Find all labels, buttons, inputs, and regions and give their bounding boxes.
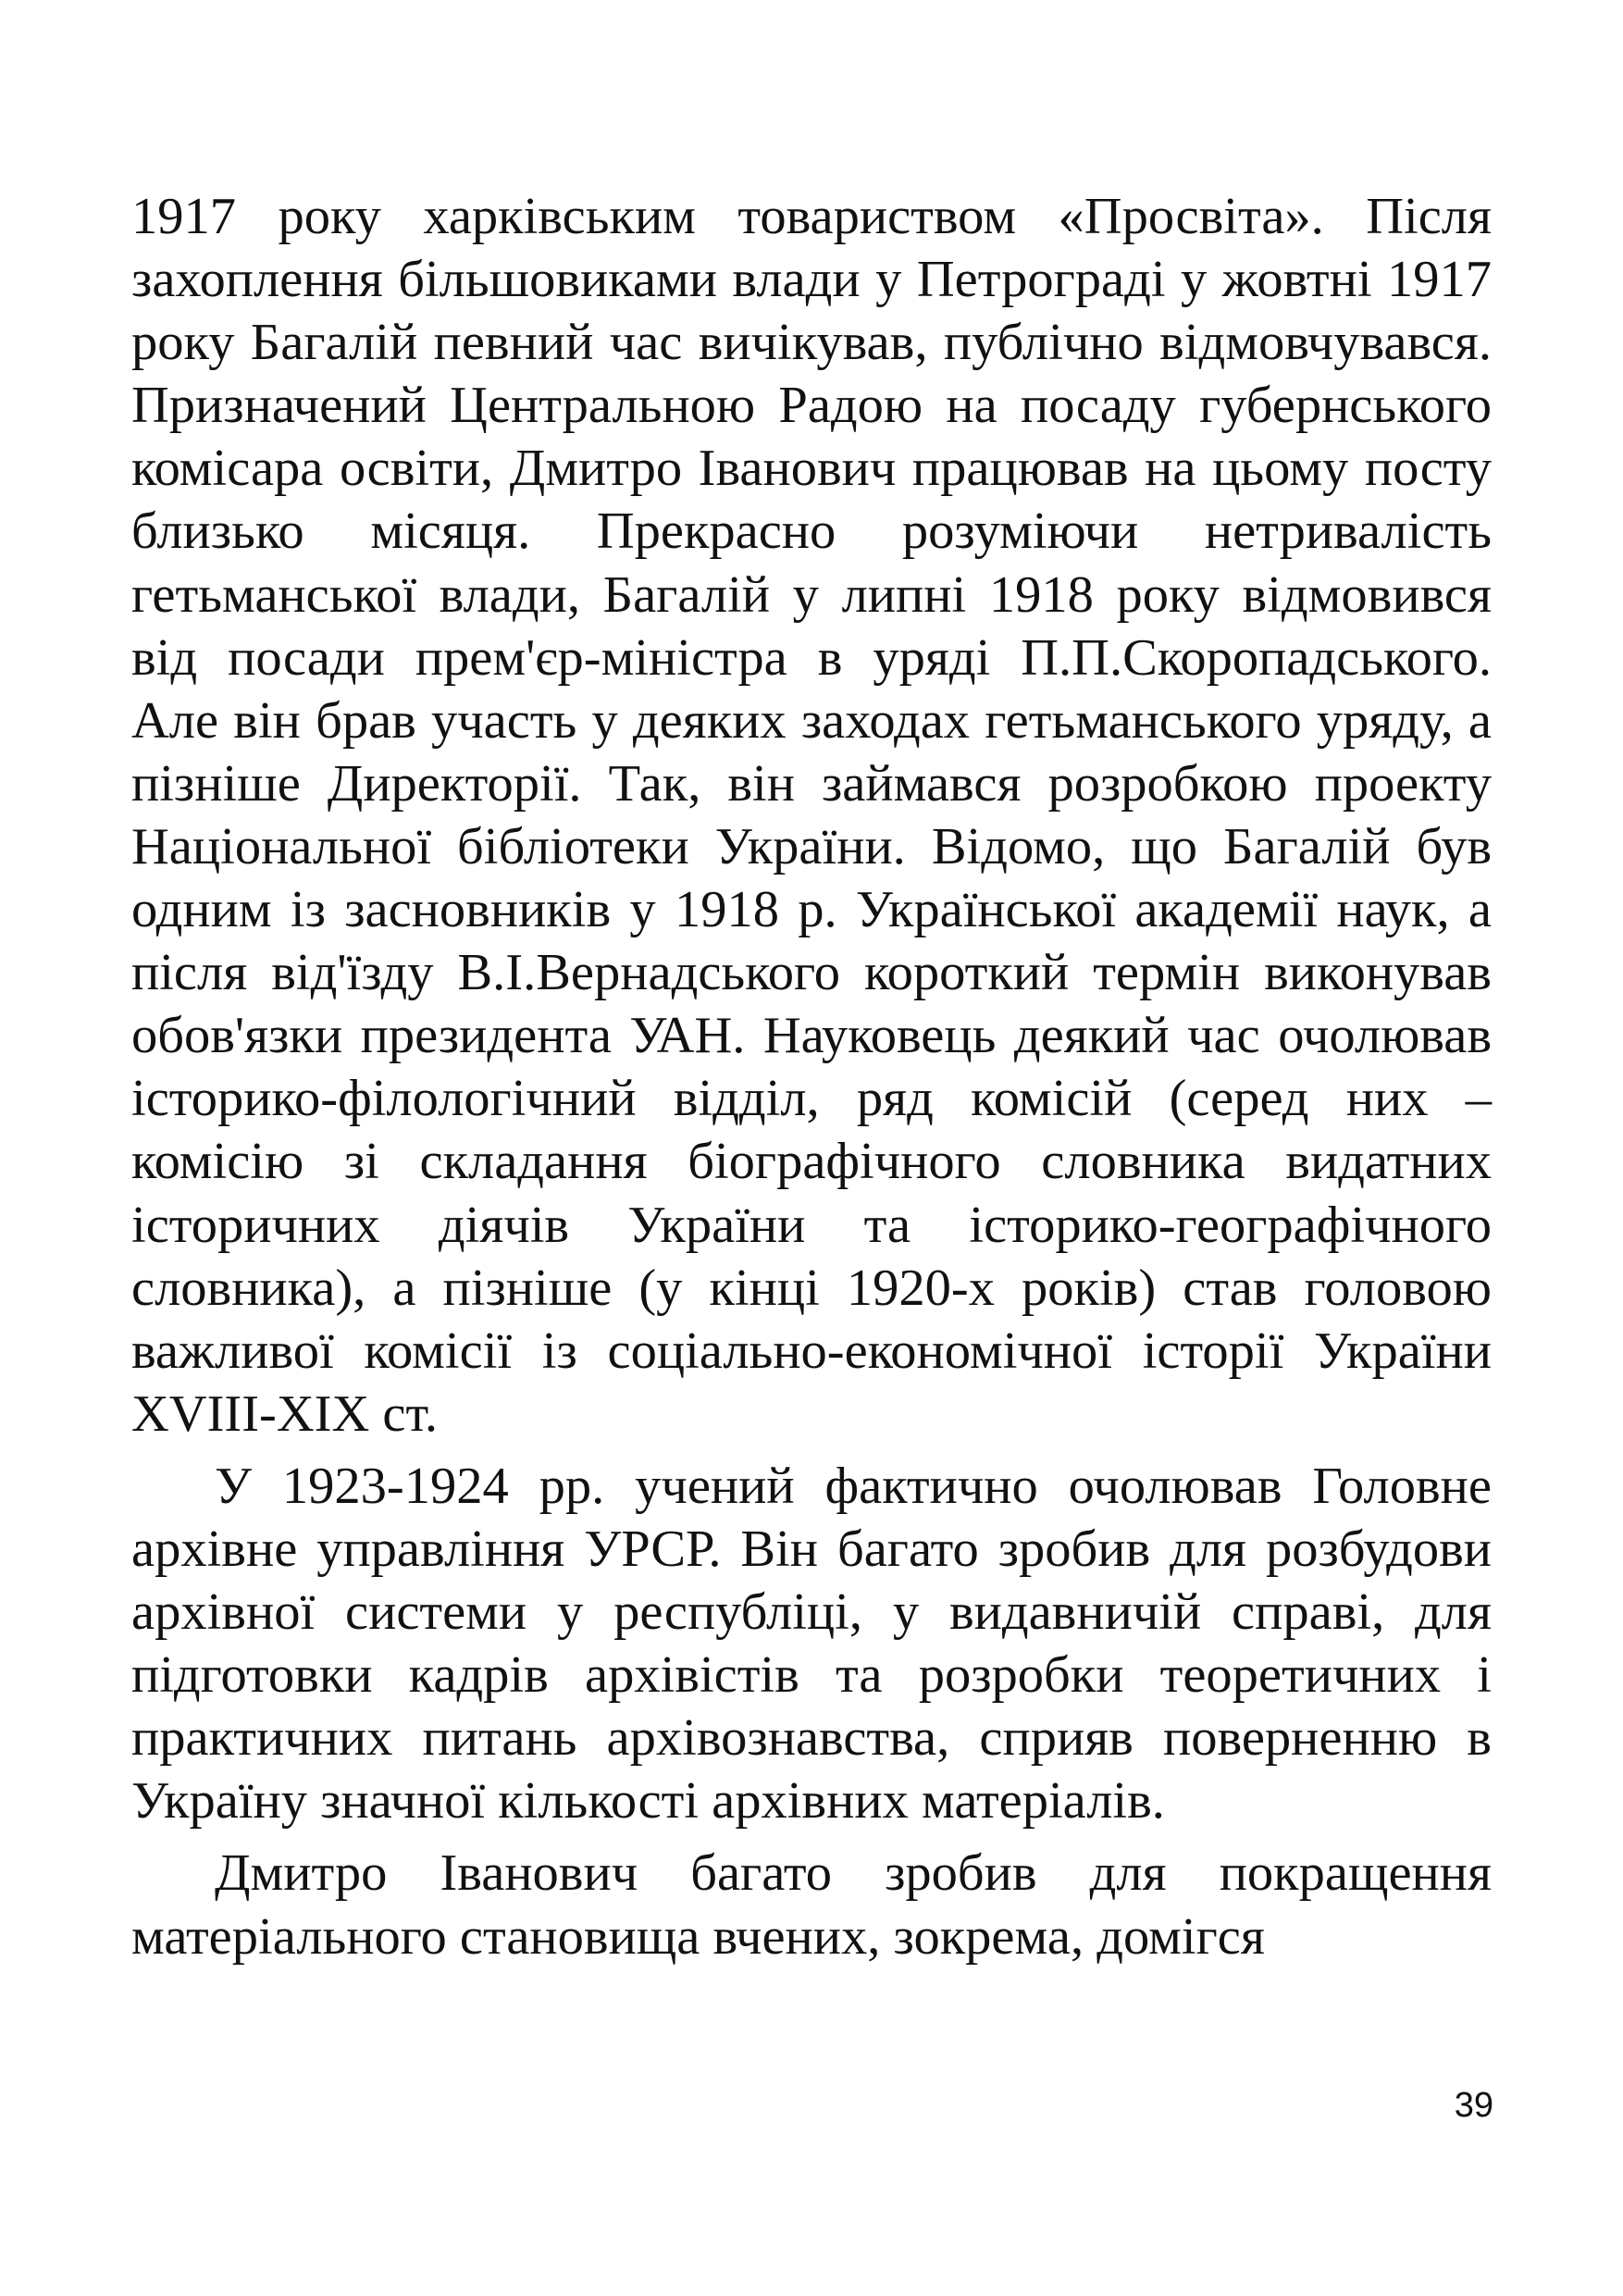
page-number: 39 (1454, 2086, 1493, 2125)
paragraph-2: У 1923-1924 рр. учений фактично очолював Головне архівне управління УРСР. Він багато зробив для розбудови архівної системи у республіці, у видавничій справі, для підготовки кадрів архівістів та розробки теоретичних і практичних питань архівознавства, сприяв поверненню в Україну значної кількості архівних матеріалів. (131, 1457, 1492, 1831)
paragraph-1: 1917 року харківським товариством «Просвіта». Після захоплення більшовиками влади у Петрограді у жовтні 1917 року Багалій певний час вичікував, публічно відмовчувався. Призначений Центральною Радою на посаду губернського комісара освіти, Дмитро Іванович працював на цьому посту близько місяця. Прекрасно розуміючи нетривалість гетьманської влади, Багалій у липні 1918 року відмовився від посади прем'єр-міністра в уряді П.П.Скоропадського. Але він брав участь у деяких заходах гетьманського уряду, а пізніше Директорії. Так, він займався розробкою проекту Національної бібліотеки України. Відомо, що Багалій був одним із засновників у 1918 р. Української академії наук, а після від'їзду В.І.Вернадського короткий термін виконував обов'язки президента УАН. Науковець деякий час очолював історико-філологічний відділ, ряд комісій (серед них – комісію зі складання біографічного словника видатних історичних діячів України та історико-географічного словника), а пізніше (у кінці 1920-х років) став головою важливої комісії із соціально-економічної історії України XVIII-XIX ст. (131, 188, 1492, 1443)
body-text (131, 185, 1492, 1968)
paragraph-3: Дмитро Іванович багато зробив для покращення матеріального становища вчених, зокрема, домігся (131, 1844, 1492, 1966)
